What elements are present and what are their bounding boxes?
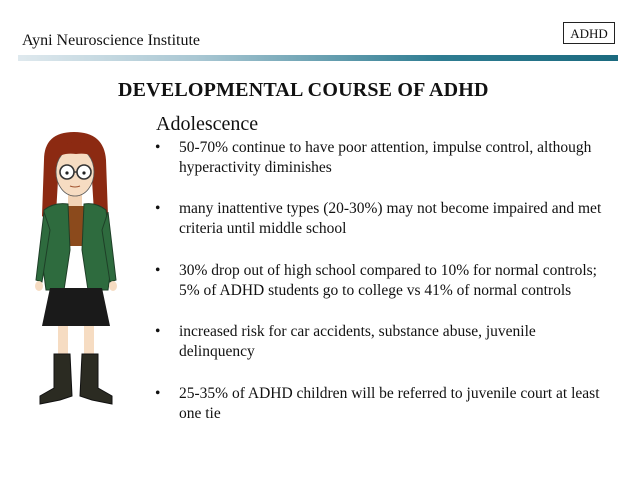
bullet-text: 25-35% of ADHD children will be referred to juvenile court at least one tie <box>179 385 600 422</box>
bullet-text: 50-70% continue to have poor attention, impulse control, although hyperactivity diminishes <box>179 139 592 176</box>
institute-name: Ayni Neuroscience Institute <box>22 32 201 49</box>
bullet-item <box>155 322 605 362</box>
bullet-dot: • <box>155 323 161 340</box>
skirt <box>42 288 110 326</box>
bullet-item <box>155 199 605 239</box>
bullet-text: increased risk for car accidents, substance abuse, juvenile delinquency <box>179 323 536 360</box>
slide-title: DEVELOPMENTAL COURSE OF ADHD <box>118 79 489 101</box>
cartoon-girl-illustration <box>30 130 126 412</box>
bullet-text: 30% drop out of high school compared to 10% for normal controls; 5% of ADHD students go to college vs 41% of normal controls <box>179 262 597 299</box>
bullet-dot: • <box>155 139 161 156</box>
section-subheading: Adolescence <box>156 113 259 135</box>
boot-left <box>40 354 72 404</box>
bullet-item <box>155 261 605 301</box>
bullet-dot: • <box>155 262 161 279</box>
boot-right <box>80 354 112 404</box>
bullet-item <box>155 138 605 178</box>
bullet-text: many inattentive types (20-30%) may not become impaired and met criteria until middle school <box>179 200 602 237</box>
topic-tag: ADHD <box>563 22 615 44</box>
bullet-dot: • <box>155 385 161 402</box>
bullet-list <box>155 138 605 424</box>
header-divider <box>18 55 618 61</box>
bullet-dot: • <box>155 200 161 217</box>
bullet-item <box>155 384 605 424</box>
